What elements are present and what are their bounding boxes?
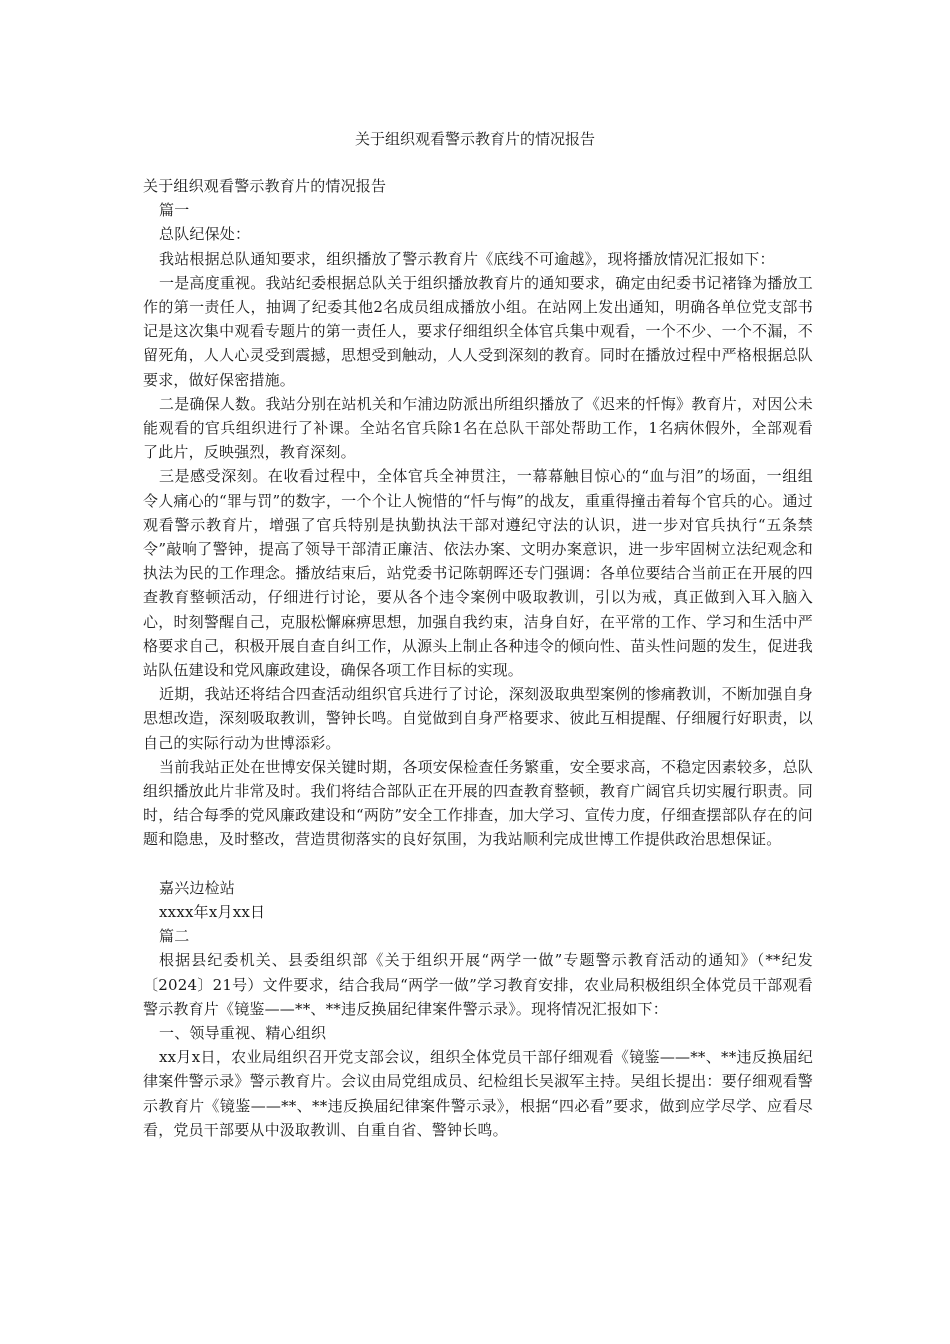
paragraph: 近期，我站还将结合四查活动组织官兵进行了讨论，深刻汲取典型案例的惨痛教训，不断加强自身思想改造，深刻吸取教训，警钟长鸣。自觉做到自身严格要求、彼此互相提醒、仔细履行好职责，以自己的实际行动为世博添彩。 (143, 685, 813, 752)
paragraph: 二是确保人数。我站分别在站机关和乍浦边防派出所组织播放了《迟来的忏悔》教育片，对因公未能观看的官兵组织进行了补课。全站名官兵除1名在总队干部处帮助工作，1名病休假外，全部观看了此片，反映强烈，教育深刻。 (143, 394, 813, 462)
paragraph: 嘉兴边检站 (159, 878, 236, 897)
paragraph: xx月x日，农业局组织召开党支部会议，组织全体党员干部仔细观看《镜鉴——**、**违反换届纪律案件警示录》警示教育片。会议由局党组成员、纪检组长吴淑军主持。吴组长提出：要仔细观看警示教育片《镜鉴——**、**违反换届纪律案件警示录》，根据“四必看”要求，做到应学尽学、应看尽看，党员干部要从中汲取教训、自重自省、警钟长鸣。 (143, 1048, 813, 1139)
paragraph: 根据县纪委机关、县委组织部《关于组织开展“两学一做”专题警示教育活动的通知》（**纪发〔2024〕21号）文件要求，结合我局“两学一做”学习教育安排，农业局积极组织全体党员干部观看警示教育片《镜鉴——**、**违反换届纪律案件警示录》。现将情况汇报如下： (143, 951, 813, 1018)
paragraph: 一是高度重视。我站纪委根据总队关于组织播放教育片的通知要求，确定由纪委书记褚锋为播放工作的第一责任人，抽调了纪委其他2名成员组成播放小组。在站网上发出通知，明确各单位党支部书记是这次集中观看专题片的第一责任人，要求仔细组织全体官兵集中观看，一个不少、一个不漏，不留死角，人人心灵受到震撼，思想受到触动，人人受到深刻的教育。同时在播放过程中严格根据总队要求，做好保密措施。 (143, 273, 813, 389)
document-body (143, 174, 813, 1142)
paragraph-gap (143, 852, 813, 876)
paragraph: xxxx年x月xx日 (159, 902, 266, 921)
paragraph: 一、领导重视、精心组织 (159, 1023, 327, 1042)
paragraph: 三是感受深刻。在收看过程中，全体官兵全神贯注，一幕幕触目惊心的“血与泪”的场面，一组组令人痛心的“罪与罚”的数字，一个个让人惋惜的“忏与悔”的战友，重重得撞击着每个官兵的心。通过观看警示教育片，增强了官兵特别是执勤执法干部对遵纪守法的认识，进一步对官兵执行“五条禁令”敲响了警钟，提高了领导干部清正廉洁、依法办案、文明办案意识，进一步牢固树立法纪观念和执法为民的工作理念。播放结束后，站党委书记陈朝晖还专门强调：各单位要结合当前正在开展的四查教育整顿活动，仔细进行讨论，要从各个违令案例中吸取教训，引以为戒，真正做到入耳入脑入心，时刻警醒自己，克服松懈麻痹思想，加强自我约束，洁身自好，在平常的工作、学习和生活中严格要求自己，积极开展自查自纠工作，从源头上制止各种违令的倾向性、苗头性问题的发生，促进我站队伍建设和党风廉政建设，确保各项工作目标的实现。 (143, 467, 813, 680)
paragraph: 当前我站正处在世博安保关键时期，各项安保检查任务繁重，安全要求高，不稳定因素较多，总队组织播放此片非常及时。我们将结合部队正在开展的四查教育整顿，教育广阔官兵切实履行职责。同时，结合每季的党风廉政建设和“两防”安全工作排查，加大学习、宣传力度，仔细查摆部队存在的问题和隐患，及时整改，营造贯彻落实的良好氛围，为我站顺利完成世博工作提供政治思想保证。 (143, 757, 813, 849)
paragraph: 总队纪保处： (159, 225, 251, 244)
paragraph: 篇二 (159, 927, 190, 946)
paragraph: 篇一 (159, 201, 190, 220)
paragraph: 关于组织观看警示教育片的情况报告 (143, 177, 387, 195)
paragraph: 我站根据总队通知要求，组织播放了警示教育片《底线不可逾越》，现将播放情况汇报如下： (159, 249, 775, 268)
document-title: 关于组织观看警示教育片的情况报告 (354, 130, 595, 148)
